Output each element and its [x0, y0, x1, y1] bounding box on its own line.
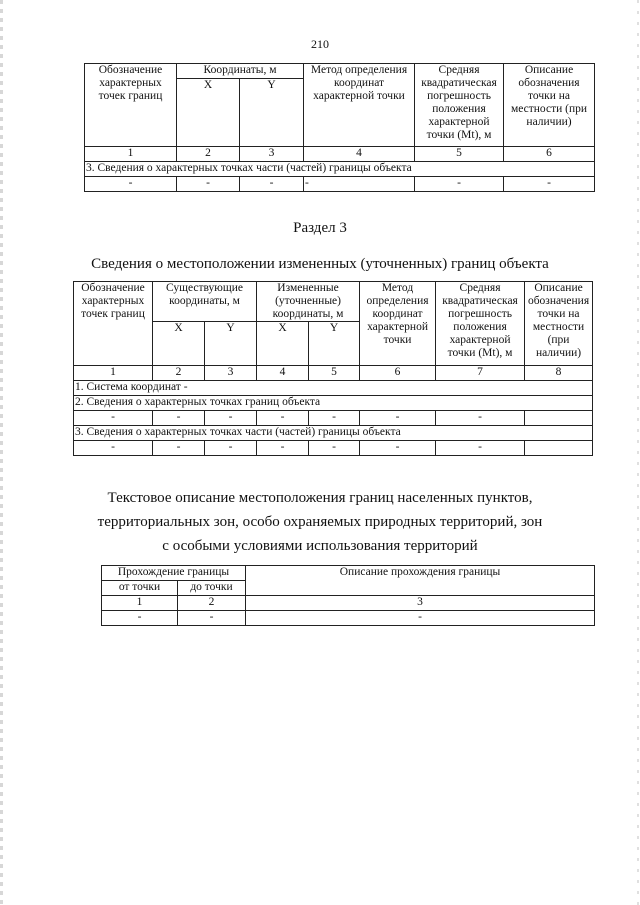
column-number-row	[74, 366, 593, 381]
header-passage-description: Описание прохождения границы	[246, 566, 595, 596]
column-number: 7	[436, 366, 525, 381]
header-coordinates: Координаты, м	[177, 64, 304, 79]
section-row-label: 1. Система координат -	[74, 381, 593, 396]
section-subtitle: Сведения о местоположении измененных (уточненных) границ объекта	[91, 256, 549, 272]
table-row	[74, 396, 593, 411]
column-number: 6	[504, 147, 595, 162]
text-heading-line-2: территориальных зон, особо охраняемых природных территорий, зон	[97, 514, 543, 530]
header-x: X	[177, 79, 240, 147]
column-number: 5	[309, 366, 360, 381]
section-row-label: 2. Сведения о характерных точках границ объекта	[74, 396, 593, 411]
page-number: 210	[311, 37, 329, 51]
table-row	[74, 441, 593, 456]
table-cell	[525, 411, 593, 426]
changed-boundaries-table	[73, 281, 593, 456]
header-to-point: до точки	[178, 581, 246, 596]
table-row	[74, 381, 593, 396]
table-cell: -	[360, 441, 436, 456]
column-number: 1	[85, 147, 177, 162]
table-row	[102, 611, 595, 626]
table-cell: -	[415, 177, 504, 192]
section-title: Раздел 3	[293, 220, 347, 236]
table-cell: -	[178, 611, 246, 626]
scan-edge-left	[0, 0, 3, 905]
header-x: X	[153, 322, 205, 366]
table-header-row	[85, 64, 595, 79]
table-cell: -	[74, 411, 153, 426]
table-cell: -	[304, 177, 415, 192]
boundary-points-table	[84, 63, 595, 192]
table-cell: -	[85, 177, 177, 192]
column-number: 4	[257, 366, 309, 381]
column-number: 8	[525, 366, 593, 381]
table-row	[85, 177, 595, 192]
column-number: 2	[153, 366, 205, 381]
section-row-label: 3. Сведения о характерных точках части (частей) границы объекта	[85, 162, 595, 177]
column-number: 1	[102, 596, 178, 611]
table-cell: -	[153, 411, 205, 426]
table-cell: -	[504, 177, 595, 192]
table-cell: -	[153, 441, 205, 456]
column-number: 3	[205, 366, 257, 381]
header-y: Y	[240, 79, 304, 147]
column-number: 2	[178, 596, 246, 611]
column-number: 4	[304, 147, 415, 162]
header-from-point: от точки	[102, 581, 178, 596]
header-designation: Обозначение характерных точек границ	[85, 64, 177, 147]
text-heading-line-3: с особыми условиями использования территорий	[162, 538, 478, 554]
table-cell: -	[102, 611, 178, 626]
column-number: 6	[360, 366, 436, 381]
column-number-row	[102, 596, 595, 611]
table-header-row	[102, 566, 595, 581]
table-cell: -	[309, 411, 360, 426]
table-cell	[525, 441, 593, 456]
text-heading-line-1: Текстовое описание местоположения границ населенных пунктов,	[107, 490, 533, 506]
header-x: X	[257, 322, 309, 366]
table-cell: -	[257, 411, 309, 426]
column-number: 2	[177, 147, 240, 162]
column-number: 3	[240, 147, 304, 162]
header-description: Описание обозначения точки на местности (при наличии)	[504, 64, 595, 147]
table-cell: -	[257, 441, 309, 456]
table-cell: -	[205, 411, 257, 426]
table-cell: -	[246, 611, 595, 626]
table-row	[85, 162, 595, 177]
table-cell: -	[240, 177, 304, 192]
table-row	[74, 426, 593, 441]
header-changed-coordinates: Измененные (уточненные) координаты, м	[257, 282, 360, 322]
header-error: Средняя квадратическая погрешность положения характерной точки (Mt), м	[436, 282, 525, 366]
table-row	[74, 411, 593, 426]
header-existing-coordinates: Существующие координаты, м	[153, 282, 257, 322]
column-number-row	[85, 147, 595, 162]
table-cell: -	[436, 441, 525, 456]
header-method: Метод определения координат характерной точки	[360, 282, 436, 366]
header-y: Y	[205, 322, 257, 366]
table-cell: -	[177, 177, 240, 192]
table-cell: -	[436, 411, 525, 426]
boundary-passage-table	[101, 565, 595, 626]
header-designation: Обозначение характерных точек границ	[74, 282, 153, 366]
column-number: 5	[415, 147, 504, 162]
table-cell: -	[309, 441, 360, 456]
scan-edge-right	[637, 0, 639, 905]
section-row-label: 3. Сведения о характерных точках части (частей) границы объекта	[74, 426, 593, 441]
table-cell: -	[360, 411, 436, 426]
column-number: 3	[246, 596, 595, 611]
table-header-row	[74, 282, 593, 322]
header-y: Y	[309, 322, 360, 366]
header-error: Средняя квадратическая погрешность положения характерной точки (Mt), м	[415, 64, 504, 147]
header-description: Описание обозначения точки на местности (при наличии)	[525, 282, 593, 366]
header-method: Метод определения координат характерной точки	[304, 64, 415, 147]
table-cell: -	[205, 441, 257, 456]
header-passage: Прохождение границы	[102, 566, 246, 581]
table-cell: -	[74, 441, 153, 456]
column-number: 1	[74, 366, 153, 381]
